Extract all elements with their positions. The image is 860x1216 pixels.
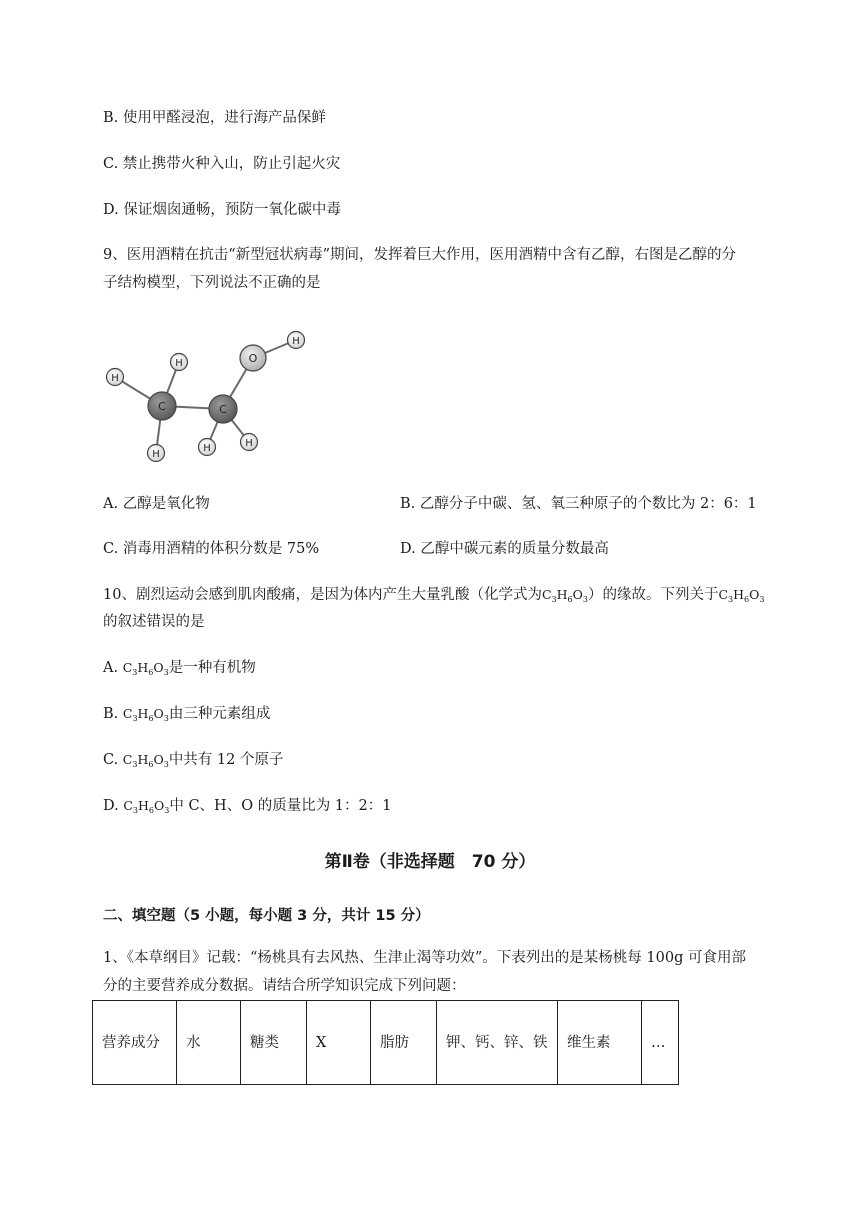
lactic-acid-formula: $C_3H_6O_3$ [541, 587, 588, 604]
q9-option-d: D. 乙醇中碳元素的质量分数最高 [400, 541, 609, 557]
table-cell: X [307, 1001, 371, 1085]
atom-label: H [111, 373, 119, 384]
atom-label: C [158, 400, 166, 413]
q9-option-a: A. 乙醇是氧化物 [103, 496, 210, 512]
q9-option-c: C. 消毒用酒精的体积分数是 75% [103, 541, 320, 557]
section-two-heading: 二、填空题（5 小题，每小题 3 分，共计 15 分） [103, 908, 430, 924]
q10-stem-line1: 10、剧烈运动会感到肌肉酸痛，是因为体内产生大量乳酸（化学式为$C_3H_6O_3$）的缘故。下列关于$C_3H_6O_3$ [103, 587, 765, 604]
table-cell: 糖类 [241, 1001, 307, 1085]
q8-option-b: B. 使用甲醛浸泡，进行海产品保鲜 [103, 110, 326, 126]
table-cell: 营养成分 [93, 1001, 177, 1085]
part-two-heading: 第Ⅱ卷（非选择题 70 分） [324, 852, 536, 872]
table-cell: 钾、钙、锌、铁 [437, 1001, 558, 1085]
q10-option-d: D. $C_3H_6O_3$中 C、H、O 的质量比为 1：2：1 [103, 798, 392, 815]
nutrition-table [92, 1000, 679, 1085]
fill-q1-line2: 分的主要营养成分数据。请结合所学知识完成下列问题： [103, 978, 466, 994]
atom-label: H [245, 438, 253, 449]
q9-stem-line2: 子结构模型，下列说法不正确的是 [103, 275, 321, 291]
q8-option-c: C. 禁止携带火种入山，防止引起火灾 [103, 156, 341, 172]
q10-option-a: A. $C_3H_6O_3$是一种有机物 [103, 660, 256, 677]
table-row [93, 1001, 679, 1085]
lactic-acid-formula: $C_3H_6O_3$ [718, 587, 765, 604]
atom-label: H [203, 443, 211, 454]
q9-stem-line1: 9、医用酒精在抗击“新型冠状病毒”期间，发挥着巨大作用，医用酒精中含有乙醇，右图是乙醇的分 [103, 247, 737, 263]
atom-label: H [292, 336, 300, 347]
atom-label: C [219, 403, 227, 416]
atom-label: H [152, 449, 160, 460]
fill-q1-line1: 1、《本草纲目》记载：“杨桃具有去风热、生津止渴等功效”。下表列出的是某杨桃每 100g 可食用部 [103, 950, 746, 966]
q8-option-d: D. 保证烟囱通畅，预防一氧化碳中毒 [103, 202, 341, 218]
atom-label: O [248, 352, 258, 365]
q9-option-b: B. 乙醇分子中碳、氢、氧三种原子的个数比为 2：6：1 [400, 496, 757, 512]
table-cell: 水 [177, 1001, 241, 1085]
atom-label: H [175, 358, 183, 369]
q10-option-b: B. $C_3H_6O_3$由三种元素组成 [103, 706, 271, 723]
table-cell: 维生素 [558, 1001, 642, 1085]
table-cell: 脂肪 [371, 1001, 437, 1085]
q10-option-c: C. $C_3H_6O_3$中共有 12 个原子 [103, 752, 284, 769]
table-cell: … [642, 1001, 679, 1085]
ethanol-molecule-model [95, 322, 325, 472]
q10-stem-line2: 的叙述错误的是 [103, 614, 205, 630]
